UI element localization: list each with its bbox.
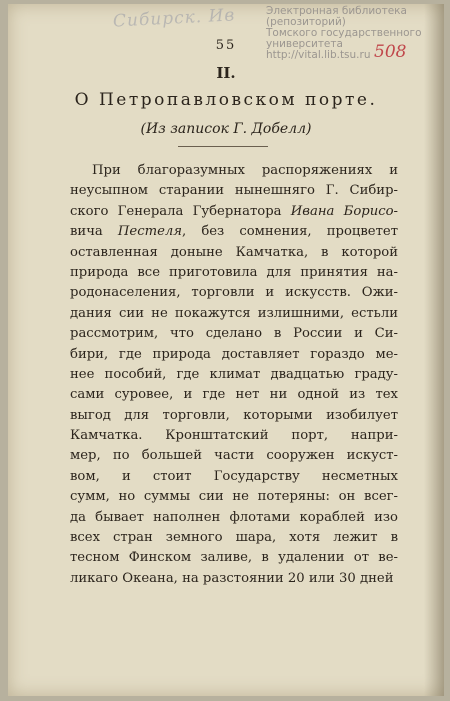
text-line: дания сии не покажутся излишними, естьли xyxy=(70,305,398,321)
text-line: да бывает наполнен флотами кораблей изо xyxy=(70,509,398,525)
italic-name: Пестеля xyxy=(117,224,183,240)
text-line: тесном Финском заливе, в удалении от ве- xyxy=(70,550,398,566)
section-number: II. xyxy=(216,64,236,82)
text-line: бири, где природа доставляет гораздо ме- xyxy=(70,346,398,362)
book-page xyxy=(8,4,444,696)
article-body xyxy=(70,161,398,589)
watermark-line: Томского государственного университета xyxy=(266,27,422,50)
text-line: При благоразумных распоряжениях и xyxy=(92,163,398,178)
handwritten-page-number: 508 xyxy=(374,42,407,62)
text-line: природа все приготовила для принятия на- xyxy=(70,264,398,280)
text-line: родонаселения, торговли и искусств. Ожи- xyxy=(70,285,398,301)
text-line: Камчатка. Кронштатский порт, напри- xyxy=(70,428,398,444)
text-line: сами суровее, и где нет ни одной из тех xyxy=(70,387,398,403)
faded-stamp: Сибирск. Ив xyxy=(112,5,236,32)
text-line: оставленная доныне Камчатка, в которой xyxy=(70,244,398,260)
text-line: ликаго Океана, на разстоянии 20 или 30 дней xyxy=(70,570,394,586)
text-line: ского Генерала Губернатора Ивана Борисо- xyxy=(70,203,398,219)
text-line: нее пособий, где климат двадцатью граду- xyxy=(70,366,398,382)
text-line: неусыпном старании нынешняго Г. Сибир- xyxy=(70,183,398,199)
text-line: выгод для торговли, которыми изобилует xyxy=(70,407,398,423)
title-divider xyxy=(178,146,268,147)
text-line: вом, и стоит Государству несметных xyxy=(70,468,398,484)
text-line: сумм, но суммы сии не потеряны: он всег- xyxy=(70,489,398,505)
watermark-line: http://vital.lib.tsu.ru xyxy=(266,49,371,61)
text-line: всех стран земного шара, хотя лежит в xyxy=(70,530,398,546)
page-number: 55 xyxy=(215,38,237,53)
text-line: мер, по большей части сооружен искуст- xyxy=(70,448,398,464)
watermark-line: Электронная библиотека (репозиторий) xyxy=(266,5,407,28)
italic-name: Ивана Борисо- xyxy=(290,203,398,219)
article-title: О Петропавловском порте. xyxy=(74,90,378,110)
text-line: вича Пестеля, без сомнения, процветет xyxy=(70,224,398,240)
text-line: рассмотрим, что сделано в России и Си- xyxy=(70,326,398,342)
article-subtitle: (Из записок Г. Добелл) xyxy=(140,121,312,137)
